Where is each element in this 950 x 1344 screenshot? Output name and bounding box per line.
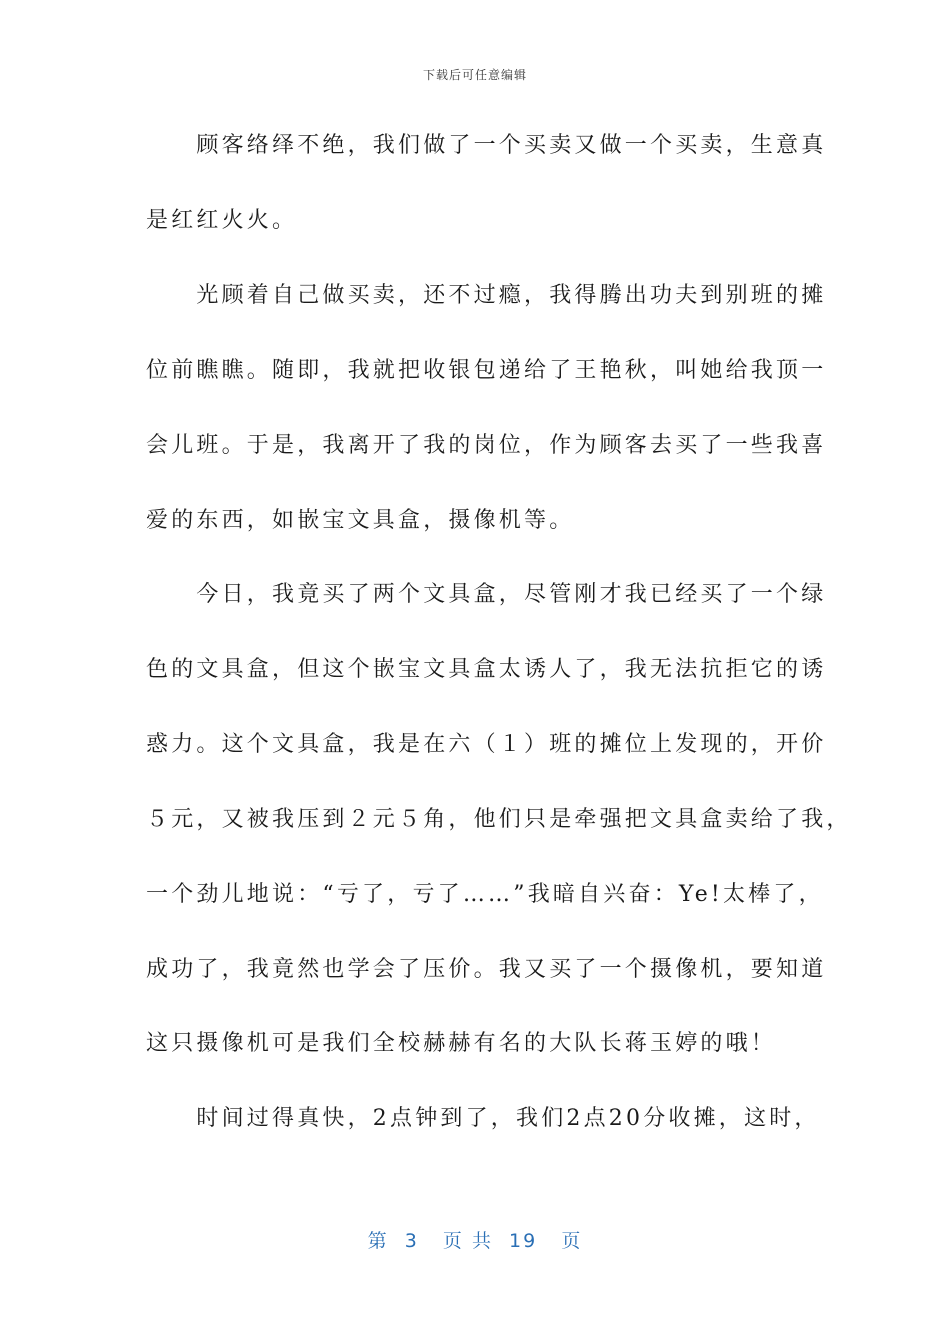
- text-line: 一个劲儿地说：“亏了，亏了……”我暗自兴奋：Ye!太棒了，: [146, 882, 824, 907]
- text-line: 是红红火火。: [146, 208, 298, 233]
- text-line: 成功了，我竟然也学会了压价。我又买了一个摄像机，要知道: [146, 957, 827, 982]
- page-number-footer: 第 3 页 共 19 页: [367, 1230, 583, 1252]
- text-line: 色的文具盒，但这个嵌宝文具盒太诱人了，我无法抗拒它的诱: [146, 657, 827, 682]
- text-line: 今日，我竟买了两个文具盒，尽管刚才我已经买了一个绿: [146, 582, 827, 607]
- text-line: 顾客络绎不绝，我们做了一个买卖又做一个买卖，生意真: [146, 133, 827, 158]
- text-line: 爱的东西，如嵌宝文具盒，摄像机等。: [146, 508, 575, 533]
- text-line: 这只摄像机可是我们全校赫赫有名的大队长蒋玉婷的哦！: [146, 1031, 777, 1056]
- text-line: 光顾着自己做买卖，还不过瘾，我得腾出功夫到别班的摊: [146, 283, 827, 308]
- text-line: 位前瞧瞧。随即，我就把收银包递给了王艳秋，叫她给我顶一: [146, 358, 827, 383]
- text-line: 时间过得真快，2点钟到了，我们2点20分收摊，这时，: [146, 1106, 820, 1131]
- text-line: 惑力。这个文具盒，我是在六（１）班的摊位上发现的，开价: [146, 732, 827, 757]
- text-line: 会儿班。于是，我离开了我的岗位，作为顾客去买了一些我喜: [146, 433, 827, 458]
- page-header: 下载后可任意编辑: [422, 68, 527, 82]
- text-line: ５元，又被我压到２元５角，他们只是牵强把文具盒卖给了我，: [146, 807, 852, 832]
